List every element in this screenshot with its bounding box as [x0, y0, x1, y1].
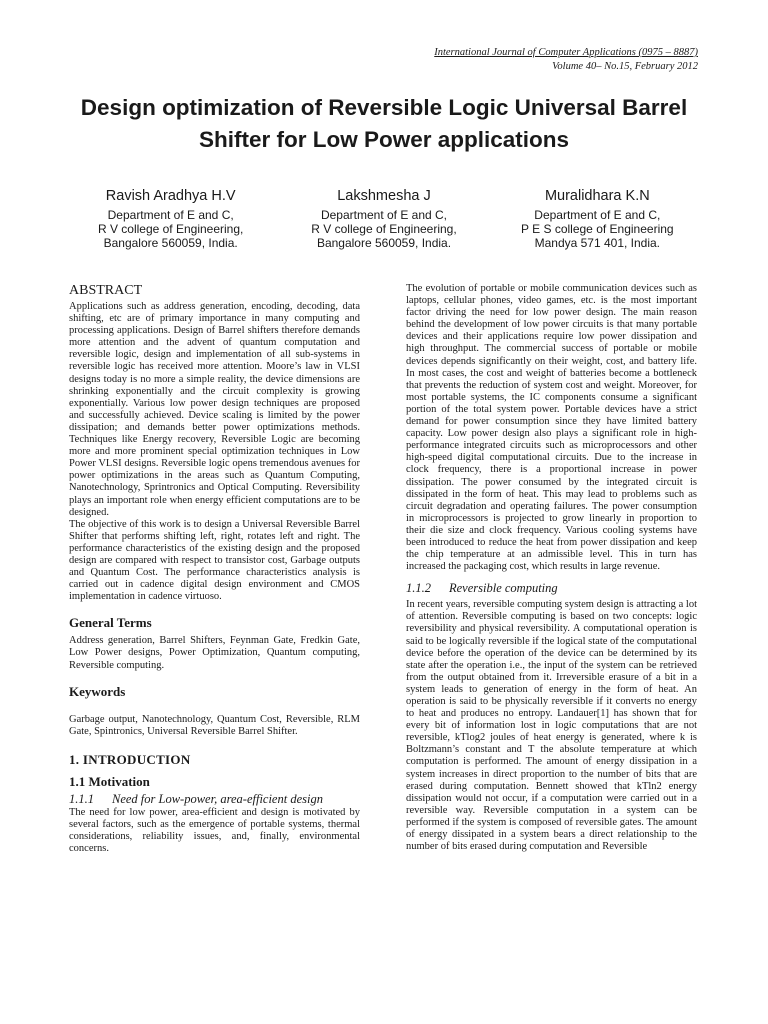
motivation-paragraph: The need for low power, area-efficient and design is motivated by several factors, such as the emergence of portable systems, thermal considerations, reliability issues, and, finally, environmental concerns. — [69, 806, 360, 855]
author-college: P E S college of Engineering — [521, 222, 674, 236]
author-name: Ravish Aradhya H.V — [105, 188, 236, 204]
subsubsection-heading-low-power — [69, 792, 360, 806]
subsubsection-title: Reversible computing — [449, 581, 558, 596]
author-department: Department of E and C, — [107, 208, 234, 222]
author-city: Bangalore 560059, India. — [316, 236, 452, 250]
abstract-paragraph: Applications such as address generation, encoding, decoding, data shifting, etc are of primary importance in many computing and processing applications. Design of Barrel shifters therefore demands more attention and the advent of quantum computation and reversible logic, design and implementation of all sub-systems in reversible logic has received more attention. Moore’s law in VLSI designs today is no more a simple reality, the device dimensions are shrinking exponentially and the circuit complexity is growing exponentially. Various low power design techniques are proposed and successfully achieved. Device scaling is limited by the power dissipation; and demands better power optimizations methods. Techniques like Energy recovery, Reversible Logic are becoming more and more prominent special optimization techniques in Low Power VLSI designs. Reversible logic opens tremendous avenues for power optimizations in the areas such as Quantum Computing, Nanotechnology, Sprintronics and Optical Computing. Reversibility plays an important role when energy efficient computations are to be designed. — [69, 301, 360, 518]
author-list — [64, 186, 704, 250]
author-city: Bangalore 560059, India. — [103, 236, 238, 250]
body-paragraph: The evolution of portable or mobile communication devices such as laptops, cellular phones, video games, etc. is the most important factor driving the need for low power design. The main reason behind the development of low power circuits is that many portable devices and their applications require low power dissipation and high throughput. The commercial success of portable or mobile devices depends significantly on their weight, cost, and battery life. In most cases, the cost and weight of batteries become a bottleneck that prevents the reduction of system cost and weight. Moreover, for most portable systems, the IC components consume a significant portion of the total system power. Portable devices have a strict demand for power consumption since they have limited battery capacity. Low power design also plays a significant role in high-performance integrated circuits such as microprocessors and other high-speed digital computational circuits. Due to the increase in clock frequency, there is a proportional increase in power dissipation. The power consumed by the integrated circuit is dissipated in the form of heat. This may lead to problems such as circuit degradation and operating failures. The power consumption in microprocessors is projected to grow linearly in proportion to their die size and clock frequency. Various cooling systems have been introduced to reduce the heat from power dissipation and keep the chip temperature at an admissible level. This in turn has increased the packaging cost, which results in large revenue. — [406, 283, 697, 573]
journal-volume: Volume 40– No.15, February 2012 — [552, 61, 698, 72]
author-block — [277, 186, 490, 250]
author-college: R V college of Engineering, — [311, 222, 457, 236]
abstract-heading: ABSTRACT — [69, 283, 143, 298]
subsubsection-number: 1.1.1 — [69, 791, 94, 806]
author-department: Department of E and C, — [534, 208, 661, 222]
subsubsection-number: 1.1.2 — [406, 581, 431, 596]
author-college: R V college of Engineering, — [97, 222, 244, 236]
author-city: Mandya 571 401, India. — [534, 236, 661, 250]
subsubsection-title: Need for Low-power, area-efficient design — [112, 791, 323, 806]
subsubsection-heading-reversible — [406, 581, 697, 595]
journal-name: International Journal of Computer Applications (0975 – 8887) — [434, 47, 698, 58]
abstract-paragraph: The objective of this work is to design a Universal Reversible Barrel Shifter that performs shifting left, right, rotates left and right. The performance characteristics of the existing design and the proposed design are compared with respect to transistor cost, Garbage outputs and Quantum Cost. The performance characteristics analysis is carried out in cadence digital design environment and CMOS implementation in cadence virtuoso. — [69, 518, 360, 603]
keywords-heading: Keywords — [69, 683, 126, 699]
subsection-heading-motivation: 1.1 Motivation — [69, 773, 150, 789]
author-block — [64, 186, 277, 250]
paper-title: Design optimization of Reversible Logic Universal Barrel Shifter for Low Power applications — [80, 95, 688, 152]
general-terms-heading: General Terms — [69, 615, 152, 631]
general-terms-text: Address generation, Barrel Shifters, Feynman Gate, Fredkin Gate, Low Power designs, Power Optimization, Quantum computing, Reversible computing. — [69, 635, 360, 671]
section-heading-introduction: 1. INTRODUCTION — [69, 751, 191, 767]
left-column — [69, 283, 360, 855]
body-paragraph: In recent years, reversible computing system design is attracting a lot of attention. Reversible computing is based on two concepts: logic reversibility and physical reversibility. A computational operation is said to be logically reversible if the logical state of the computational device before the operation of the device can be determined by its state after the operation i.e., the input of the system can be retrieved from the output obtained from it. Irreversible erasure of a bit in a system leads to generation of energy in the form of heat. An operation is said to be physically reversible if it converts no energy to heat and produces no entropy. Landauer[1] has shown that for every bit of information lost in logic computations that are not reversible, kTlog2 joules of heat energy is generated, where k is Boltzmann’s constant and T the absolute temperature at which computation is performed. The amount of energy dissipation in a system increases in direct proportion to the number of bits that are erased during computation. Bennett showed that kTln2 energy dissipation would not occur, if a computation were carried out in a reversible way. Reversible computation in a system can be performed if the system is composed of reversible gates. The amount of energy dissipated in a system bears a direct relationship to the number of bits erased during computation and Reversible — [406, 599, 697, 853]
right-column — [406, 283, 697, 853]
author-department: Department of E and C, — [320, 208, 448, 222]
keywords-text: Garbage output, Nanotechnology, Quantum Cost, Reversible, RLM Gate, Spintronics, Universal Reversible Barrel Shifter. — [69, 713, 360, 737]
journal-header — [434, 46, 698, 74]
author-name: Muralidhara K.N — [544, 188, 650, 204]
author-name: Lakshmesha J — [337, 188, 431, 204]
author-block — [491, 186, 704, 250]
